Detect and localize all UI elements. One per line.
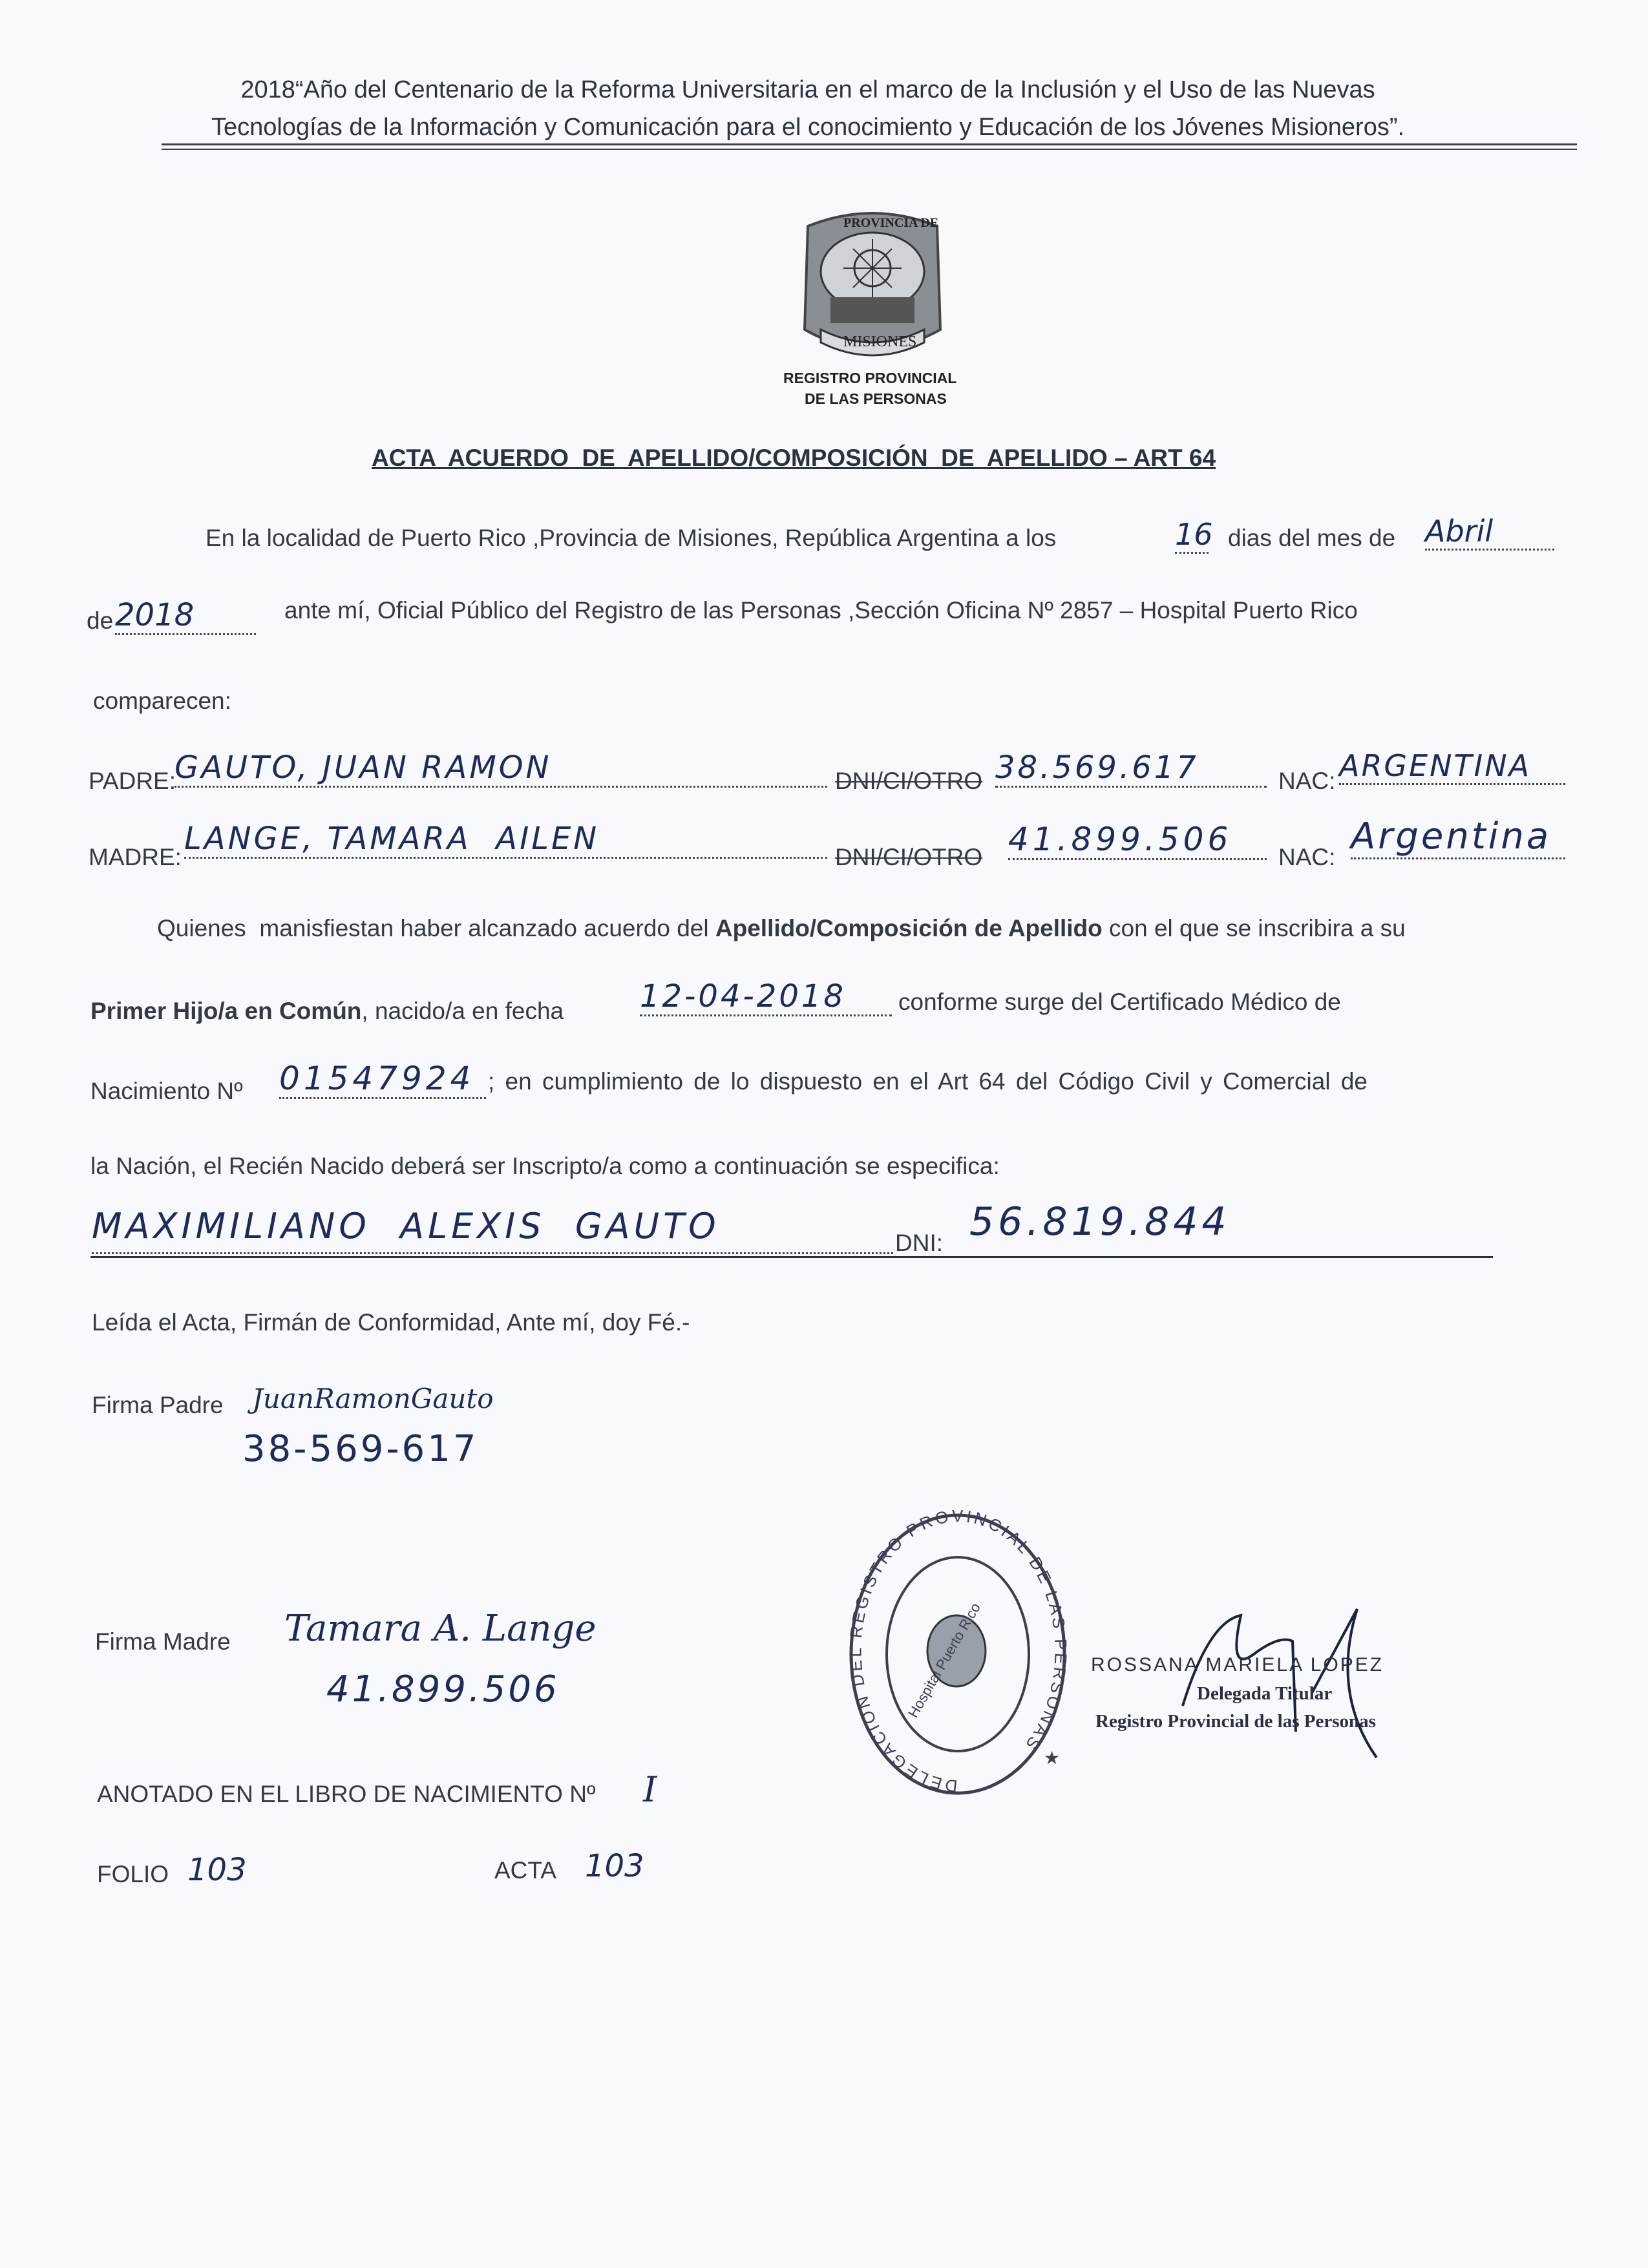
padre-dni-label: DNI/CI/OTRO [835, 768, 983, 794]
folio-label: FOLIO [97, 1861, 169, 1887]
p2-text-a: de [87, 607, 114, 634]
seal-caption-2: DE LAS PERSONAS [805, 390, 947, 407]
p1-month: Abril [1425, 514, 1554, 551]
child-name: MAXIMILIANO ALEXIS GAUTO [92, 1206, 720, 1246]
delegation-stamp [843, 1509, 1073, 1806]
padre-dni: 38.569.617 [995, 750, 1267, 788]
madre-nac-label: NAC: [1278, 844, 1336, 870]
official-role: Delegada Titular [1197, 1683, 1333, 1704]
comparecen-label: comparecen: [93, 688, 231, 714]
body-line-2: Primer Hijo/a en Común, nacido/a en fecha [90, 998, 564, 1024]
header-rule-2 [162, 149, 1577, 150]
padre-name: GAUTO, JUAN RAMON [174, 750, 827, 788]
padre-nac: ARGENTINA [1339, 748, 1565, 785]
body-line-3-a: Nacimiento Nº [90, 1078, 243, 1104]
seal-bottom-banner: MISIONES [843, 333, 917, 350]
birth-date: 12-04-2018 [640, 978, 892, 1016]
firma-padre-label: Firma Padre [92, 1392, 224, 1418]
header-line-2: Tecnologías de la Información y Comunicación para el conocimiento y Educación de los Jóvenes Misioneros”. [211, 114, 1405, 141]
acta-label: ACTA [494, 1857, 556, 1884]
provincial-seal [785, 207, 960, 375]
child-underline [90, 1256, 1493, 1258]
padre-nac-label: NAC: [1278, 768, 1336, 794]
padre-signature-dni: 38-569-617 [242, 1428, 479, 1470]
body-line-1: Quienes manisfiestan haber alcanzado acuerdo del Apellido/Composición de Apellido con el que se inscribira a su [157, 915, 1406, 941]
anotado-libro: I [643, 1769, 657, 1810]
firma-madre-label: Firma Madre [95, 1628, 231, 1655]
p1-day: 16 [1175, 517, 1209, 554]
official-name: ROSSANA MARIELA LOPEZ [1091, 1654, 1384, 1675]
child-name-dots [92, 1252, 893, 1254]
child-dni: 56.819.844 [969, 1199, 1231, 1244]
cert-number: 01547924 [279, 1060, 486, 1099]
official-signature [1163, 1596, 1409, 1764]
p1-text-b: dias del mes de [1228, 525, 1396, 551]
official-office: Registro Provincial de las Personas [1095, 1711, 1376, 1732]
header-rule [162, 143, 1577, 145]
stamp-ring-text: DELEGACION DEL REGISTRO PROVINCIAL DE LAS PERSONAS [845, 1509, 1071, 1796]
header-line-1: 2018“Año del Centenario de la Reforma Universitaria en el marco de la Inclusión y el Uso de las Nuevas [240, 76, 1375, 103]
p2-year: 2018 [115, 597, 256, 635]
madre-signature: Tamara A. Lange [284, 1608, 597, 1650]
padre-signature: JuanRamonGauto [252, 1383, 494, 1414]
svg-text:★: ★ [1044, 1748, 1061, 1768]
p2-text-b: ante mí, Oficial Público del Registro de las Personas ,Sección Oficina Nº 2857 – Hospital Puerto Rico [284, 597, 1358, 624]
acta-value: 103 [585, 1848, 644, 1884]
madre-nac: Argentina [1351, 815, 1565, 859]
madre-dni: 41.899.506 [1008, 821, 1267, 860]
seal-top-arc: PROVINCIA DE [843, 216, 939, 230]
anotado-label: ANOTADO EN EL LIBRO DE NACIMIENTO Nº [97, 1781, 596, 1807]
body-line-3-b: ; en cumplimiento de lo dispuesto en el Art 64 del Código Civil y Comercial de [488, 1068, 1368, 1095]
p1-text-a: En la localidad de Puerto Rico ,Provincia de Misiones, República Argentina a los [206, 525, 1057, 551]
madre-name: LANGE, TAMARA AILEN [184, 821, 827, 859]
folio-value: 103 [187, 1852, 247, 1888]
madre-dni-label: DNI/CI/OTRO [835, 844, 983, 870]
child-dni-label: DNI: [895, 1230, 943, 1256]
padre-label: PADRE: [89, 768, 176, 794]
stamp-inner-text: Hospital Puerto Rico [905, 1600, 984, 1721]
madre-signature-dni: 41.899.506 [326, 1668, 560, 1710]
madre-label: MADRE: [89, 844, 182, 870]
seal-caption-1: REGISTRO PROVINCIAL [783, 370, 957, 386]
closing-text: Leída el Acta, Firmán de Conformidad, Ante mí, doy Fé.- [92, 1309, 690, 1336]
stamp-seal-icon [843, 1509, 1073, 1806]
body-line-2-c: conforme surge del Certificado Médico de [898, 989, 1341, 1015]
document-title: ACTA ACUERDO DE APELLIDO/COMPOSICIÓN DE APELLIDO – ART 64 [372, 445, 1216, 471]
body-line-4: la Nación, el Recién Nacido deberá ser Inscripto/a como a continuación se especifica: [90, 1153, 1000, 1179]
